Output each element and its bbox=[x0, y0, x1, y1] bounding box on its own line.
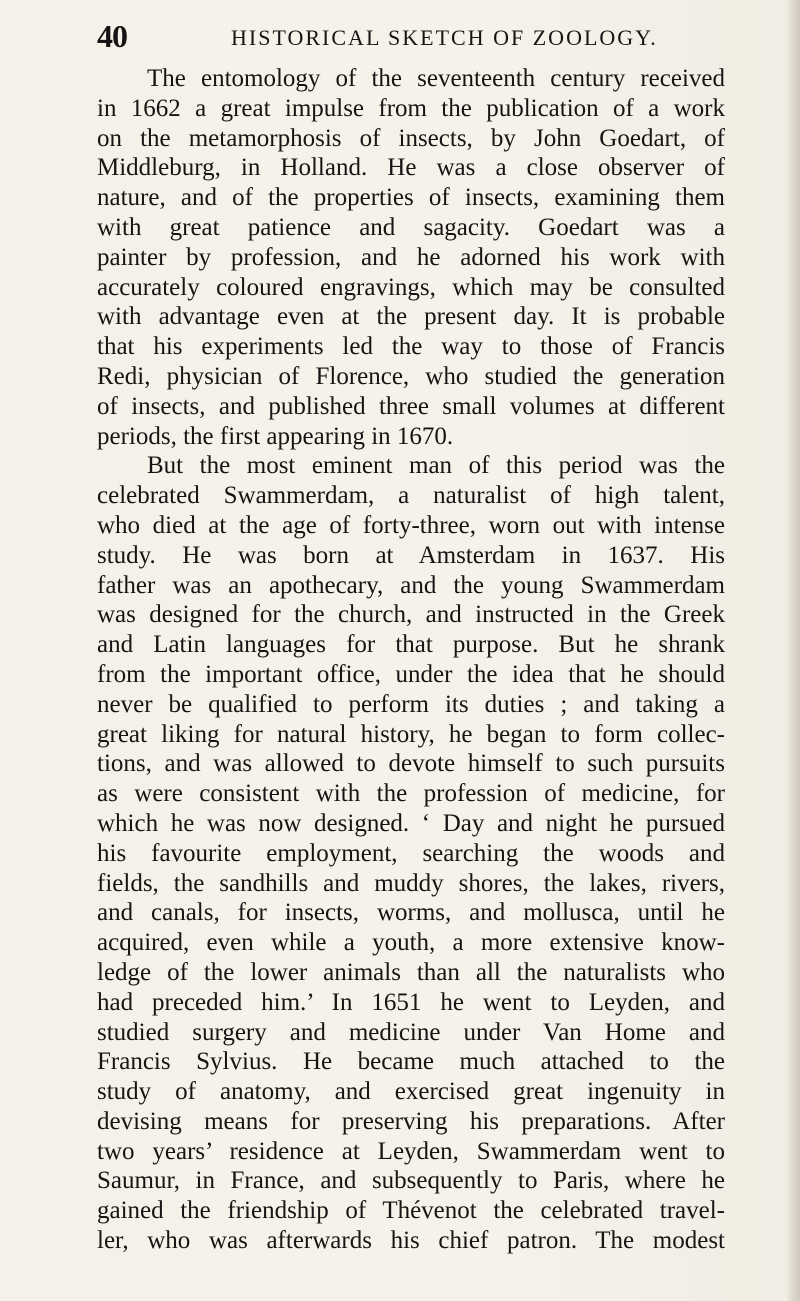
text-line: had preceded him.’ In 1651 he went to Leyden, and bbox=[97, 988, 725, 1016]
text-line: as were consistent with the profession of medicine, for bbox=[97, 780, 725, 808]
text-line: never be qualified to perform its duties ; and taking a bbox=[97, 690, 725, 718]
running-head: HISTORICAL SKETCH OF ZOOLOGY. bbox=[231, 25, 658, 50]
text-line: celebrated Swammerdam, a naturalist of high talent, bbox=[97, 482, 725, 510]
text-line: from the important office, under the idea that he should bbox=[97, 660, 725, 688]
text-line: devising means for preserving his preparations. After bbox=[97, 1107, 725, 1135]
text-line: fields, the sandhills and muddy shores, the lakes, rivers, bbox=[97, 869, 725, 897]
page-edge-shadow bbox=[786, 0, 800, 1301]
text-line: ledge of the lower animals than all the naturalists who bbox=[97, 958, 725, 986]
text-line: ler, who was afterwards his chief patron. The modest bbox=[97, 1227, 725, 1255]
text-line: who died at the age of forty-three, worn out with intense bbox=[97, 511, 725, 539]
text-line: great liking for natural history, he began to form collec- bbox=[97, 720, 725, 748]
text-line: acquired, even while a youth, a more extensive know- bbox=[97, 929, 725, 957]
text-line: on the metamorphosis of insects, by John Goedart, of bbox=[97, 124, 725, 152]
text-line: his favourite employment, searching the woods and bbox=[97, 839, 725, 867]
text-line: two years’ residence at Leyden, Swammerdam went to bbox=[97, 1137, 725, 1165]
text-line: with advantage even at the present day. It is probable bbox=[97, 303, 725, 331]
text-line: was designed for the church, and instructed in the Greek bbox=[97, 601, 725, 629]
text-line: study of anatomy, and exercised great ingenuity in bbox=[97, 1078, 725, 1106]
text-line: Middleburg, in Holland. He was a close observer of bbox=[97, 154, 725, 182]
text-line: accurately coloured engravings, which may be consulted bbox=[97, 273, 725, 301]
text-line: Redi, physician of Florence, who studied the generation bbox=[97, 362, 725, 390]
text-line: Francis Sylvius. He became much attached to the bbox=[97, 1048, 725, 1076]
text-line: of insects, and published three small volumes at different bbox=[97, 392, 725, 420]
text-line: nature, and of the properties of insects, examining them bbox=[97, 184, 725, 212]
body-text bbox=[97, 64, 725, 1256]
text-line: Saumur, in France, and subsequently to Paris, where he bbox=[97, 1167, 725, 1195]
page-header bbox=[97, 16, 697, 56]
text-line: studied surgery and medicine under Van Home and bbox=[97, 1018, 725, 1046]
text-line: gained the friendship of Thévenot the celebrated travel- bbox=[97, 1197, 725, 1225]
text-line: tions, and was allowed to devote himself to such pursuits bbox=[97, 750, 725, 778]
text-line: painter by profession, and he adorned his work with bbox=[97, 243, 725, 271]
text-line: with great patience and sagacity. Goedart was a bbox=[97, 213, 725, 241]
text-line: But the most eminent man of this period was the bbox=[147, 452, 725, 480]
text-line: which he was now designed. ‘ Day and night he pursued bbox=[97, 809, 725, 837]
text-line: study. He was born at Amsterdam in 1637. His bbox=[97, 541, 725, 569]
text-line: father was an apothecary, and the young Swammerdam bbox=[97, 571, 725, 599]
text-line: periods, the first appearing in 1670. bbox=[97, 422, 454, 450]
page-number: 40 bbox=[97, 18, 127, 54]
text-line: and Latin languages for that purpose. But he shrank bbox=[97, 631, 725, 659]
text-line: in 1662 a great impulse from the publication of a work bbox=[97, 94, 725, 122]
text-line: and canals, for insects, worms, and mollusca, until he bbox=[97, 899, 725, 927]
text-line: The entomology of the seventeenth century received bbox=[147, 65, 725, 92]
text-line: that his experiments led the way to those of Francis bbox=[97, 333, 725, 361]
